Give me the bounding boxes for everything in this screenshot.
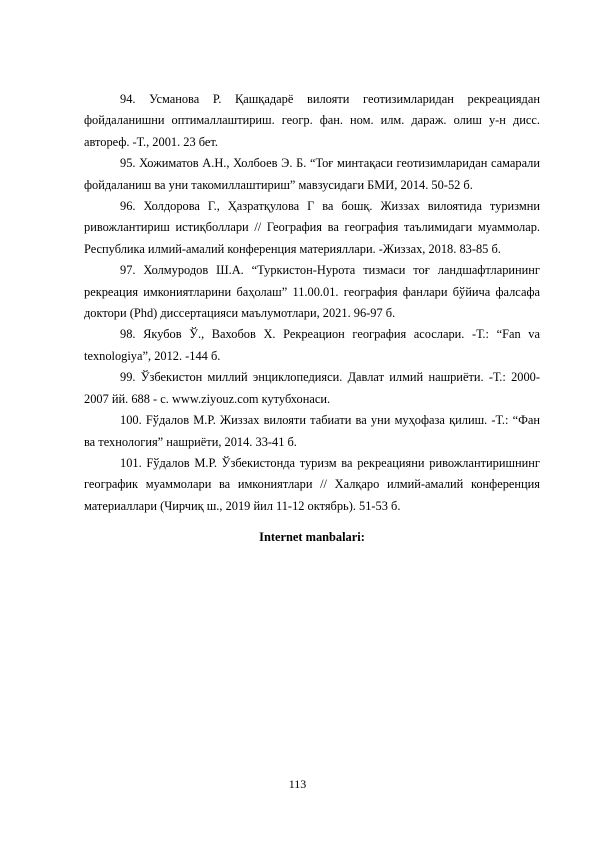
page-number: 113 (288, 777, 307, 791)
document-page (84, 89, 540, 549)
reference-98: 98. Якубов Ў., Вахобов Х. Рекреацион география асослари. -Т.: “Fan va texnologiya”, 2012. -144 б. (84, 327, 540, 363)
reference-94: 94. Усманова Р. Қашқадарё вилояти геотизимларидан рекреациядан фойдаланишни оптималлаштириш. геогр. фан. ном. илм. дараж. олиш у-н дисс. автореф. -Т., 2001. 23 бет. (84, 92, 540, 149)
internet-sources-heading: Internet manbalari: (259, 530, 365, 545)
reference-101: 101. Fўдалов М.Р. Ўзбекистонда туризм ва рекреацияни ривожлантиришнинг географик муаммолари ва имкониятлари // Халқаро илмий-амалий конференция материаллари (Чирчиқ ш., 2019 йил 11-12 октябрь). 51-53 б. (84, 455, 540, 513)
reference-99: 99. Ўзбекистон миллий энциклопедияси. Давлат илмий нашриёти. -Т.: 2000-2007 йй. 688 - с. www.ziyouz.com кутубхонаси. (84, 370, 540, 406)
reference-95: 95. Хожиматов А.Н., Холбоев Э. Б. “Тоғ минтақаси геотизимларидан самарали фойдаланиш ва уни такомиллаштириш” мавзусидаги БМИ, 2014. 50-52 б. (84, 156, 540, 192)
reference-97: 97. Холмуродов Ш.А. “Туркистон-Нурота тизмаси тоғ ландшафтларининг рекреация имкониятларини баҳолаш” 11.00.01. география фанлари бўйича фалсафа доктори (Phd) диссертацияси маълумотлари, 2021. 96-97 б. (84, 263, 540, 321)
reference-100: 100. Fўдалов М.Р. Жиззах вилояти табиати ва уни муҳофаза қилиш. -Т.: “Фан ва технология” нашриёти, 2014. 33-41 б. (84, 413, 540, 449)
reference-96: 96. Холдорова Г., Ҳазратқулова Г ва бошқ. Жиззах вилоятида туризмни ривожлантириш истиқболлари // География ва география таълимидаги муаммолар. Республика илмий-амалий конференция материяллари. -Жиззах, 2018. 83-85 б. (84, 199, 540, 256)
